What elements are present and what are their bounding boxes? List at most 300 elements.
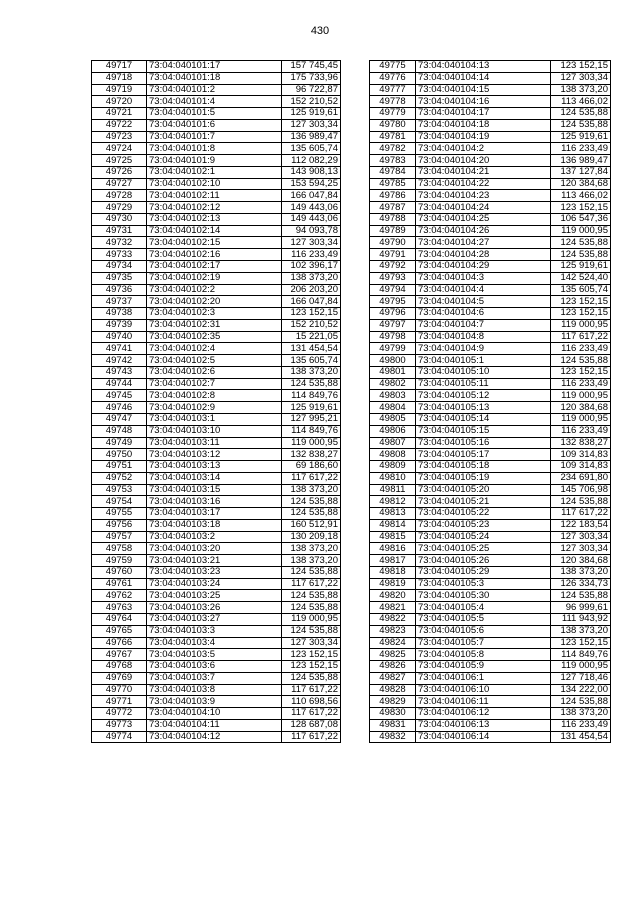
table-row (92, 672, 341, 684)
table-row (370, 190, 611, 202)
table-row (92, 496, 341, 508)
table-row (92, 213, 341, 225)
row-number-cell: 49805 (370, 413, 416, 425)
value-cell: 138 373,20 (282, 366, 341, 378)
value-cell: 117 617,22 (282, 684, 341, 696)
value-cell: 116 233,49 (551, 425, 611, 437)
value-cell: 119 000,95 (551, 413, 611, 425)
row-number-cell: 49790 (370, 237, 416, 249)
value-cell: 125 919,61 (551, 131, 611, 143)
cadastral-number-cell: 73:04:040104:16 (416, 96, 551, 108)
cadastral-number-cell: 73:04:040103:18 (147, 519, 282, 531)
row-number-cell: 49772 (92, 708, 147, 720)
value-cell: 117 617,22 (282, 578, 341, 590)
table-row (370, 719, 611, 731)
row-number-cell: 49720 (92, 96, 147, 108)
cadastral-number-cell: 73:04:040101:2 (147, 84, 282, 96)
value-cell: 124 535,88 (282, 378, 341, 390)
row-number-cell: 49825 (370, 649, 416, 661)
table-row (92, 472, 341, 484)
row-number-cell: 49788 (370, 213, 416, 225)
row-number-cell: 49724 (92, 143, 147, 155)
cadastral-number-cell: 73:04:040106:13 (416, 719, 551, 731)
value-cell: 127 718,46 (551, 672, 611, 684)
value-cell: 114 849,76 (551, 649, 611, 661)
value-cell: 136 989,47 (551, 155, 611, 167)
cadastral-number-cell: 73:04:040103:1 (147, 413, 282, 425)
value-cell: 125 919,61 (282, 402, 341, 414)
table-row (370, 437, 611, 449)
cadastral-number-cell: 73:04:040102:4 (147, 343, 282, 355)
value-cell: 123 152,15 (551, 308, 611, 320)
cadastral-number-cell: 73:04:040105:13 (416, 402, 551, 414)
table-row (370, 684, 611, 696)
value-cell: 160 512,91 (282, 519, 341, 531)
cadastral-number-cell: 73:04:040104:18 (416, 119, 551, 131)
row-number-cell: 49718 (92, 72, 147, 84)
row-number-cell: 49799 (370, 343, 416, 355)
cadastral-number-cell: 73:04:040105:26 (416, 555, 551, 567)
table-row (370, 708, 611, 720)
table-row (370, 72, 611, 84)
row-number-cell: 49754 (92, 496, 147, 508)
cadastral-number-cell: 73:04:040104:24 (416, 202, 551, 214)
cadastral-number-cell: 73:04:040103:7 (147, 672, 282, 684)
row-number-cell: 49817 (370, 555, 416, 567)
table-row (370, 672, 611, 684)
cadastral-number-cell: 73:04:040101:17 (147, 61, 282, 73)
cadastral-number-cell: 73:04:040105:12 (416, 390, 551, 402)
table-row (370, 119, 611, 131)
value-cell: 128 687,08 (282, 719, 341, 731)
cadastral-number-cell: 73:04:040106:1 (416, 672, 551, 684)
table-row (92, 131, 341, 143)
row-number-cell: 49764 (92, 613, 147, 625)
row-number-cell: 49804 (370, 402, 416, 414)
row-number-cell: 49725 (92, 155, 147, 167)
cadastral-number-cell: 73:04:040104:23 (416, 190, 551, 202)
table-row (92, 661, 341, 673)
value-cell: 119 000,95 (551, 225, 611, 237)
cadastral-number-cell: 73:04:040103:24 (147, 578, 282, 590)
table-row (92, 284, 341, 296)
row-number-cell: 49777 (370, 84, 416, 96)
table-row (92, 143, 341, 155)
cadastral-number-cell: 73:04:040101:6 (147, 119, 282, 131)
cadastral-number-cell: 73:04:040105:29 (416, 566, 551, 578)
table-row (92, 249, 341, 261)
table-row (370, 178, 611, 190)
value-cell: 131 454,54 (282, 343, 341, 355)
table-row (370, 343, 611, 355)
value-cell: 206 203,20 (282, 284, 341, 296)
table-row (92, 437, 341, 449)
row-number-cell: 49789 (370, 225, 416, 237)
row-number-cell: 49800 (370, 355, 416, 367)
value-cell: 166 047,84 (282, 190, 341, 202)
value-cell: 112 082,29 (282, 155, 341, 167)
value-cell: 127 303,34 (551, 543, 611, 555)
table-row (92, 719, 341, 731)
cadastral-number-cell: 73:04:040106:10 (416, 684, 551, 696)
row-number-cell: 49732 (92, 237, 147, 249)
table-row (370, 637, 611, 649)
table-row (92, 555, 341, 567)
table-row (92, 696, 341, 708)
table-row (370, 449, 611, 461)
table-row (370, 519, 611, 531)
value-cell: 122 183,54 (551, 519, 611, 531)
cadastral-number-cell: 73:04:040103:13 (147, 461, 282, 473)
value-cell: 119 000,95 (551, 319, 611, 331)
cadastral-number-cell: 73:04:040105:9 (416, 661, 551, 673)
cadastral-number-cell: 73:04:040102:13 (147, 213, 282, 225)
value-cell: 136 989,47 (282, 131, 341, 143)
cadastral-number-cell: 73:04:040105:22 (416, 508, 551, 520)
cadastral-number-cell: 73:04:040105:7 (416, 637, 551, 649)
row-number-cell: 49809 (370, 461, 416, 473)
cadastral-number-cell: 73:04:040102:31 (147, 319, 282, 331)
table-row (370, 202, 611, 214)
value-cell: 126 334,73 (551, 578, 611, 590)
cadastral-number-cell: 73:04:040104:17 (416, 108, 551, 120)
cadastral-number-cell: 73:04:040104:2 (416, 143, 551, 155)
value-cell: 116 233,49 (551, 719, 611, 731)
row-number-cell: 49734 (92, 261, 147, 273)
value-cell: 132 838,27 (282, 449, 341, 461)
row-number-cell: 49729 (92, 202, 147, 214)
cadastral-number-cell: 73:04:040103:8 (147, 684, 282, 696)
row-number-cell: 49802 (370, 378, 416, 390)
table-row (92, 590, 341, 602)
table-row (370, 625, 611, 637)
row-number-cell: 49763 (92, 602, 147, 614)
cadastral-number-cell: 73:04:040105:14 (416, 413, 551, 425)
cadastral-number-cell: 73:04:040102:9 (147, 402, 282, 414)
row-number-cell: 49828 (370, 684, 416, 696)
cadastral-number-cell: 73:04:040103:14 (147, 472, 282, 484)
row-number-cell: 49738 (92, 308, 147, 320)
value-cell: 138 373,20 (282, 543, 341, 555)
table-row (370, 472, 611, 484)
cadastral-number-cell: 73:04:040101:8 (147, 143, 282, 155)
value-cell: 125 919,61 (551, 261, 611, 273)
value-cell: 145 706,98 (551, 484, 611, 496)
table-row (370, 166, 611, 178)
value-cell: 110 698,56 (282, 696, 341, 708)
cadastral-number-cell: 73:04:040103:5 (147, 649, 282, 661)
table-row (92, 543, 341, 555)
cadastral-number-cell: 73:04:040104:8 (416, 331, 551, 343)
cadastral-number-cell: 73:04:040103:12 (147, 449, 282, 461)
row-number-cell: 49757 (92, 531, 147, 543)
value-cell: 138 373,20 (282, 272, 341, 284)
value-cell: 127 303,34 (282, 637, 341, 649)
row-number-cell: 49748 (92, 425, 147, 437)
value-cell: 109 314,83 (551, 461, 611, 473)
value-cell: 234 691,80 (551, 472, 611, 484)
row-number-cell: 49778 (370, 96, 416, 108)
table-row (370, 461, 611, 473)
row-number-cell: 49765 (92, 625, 147, 637)
table-row (370, 566, 611, 578)
cadastral-number-cell: 73:04:040103:27 (147, 613, 282, 625)
value-cell: 124 535,88 (282, 566, 341, 578)
row-number-cell: 49730 (92, 213, 147, 225)
value-cell: 102 396,17 (282, 261, 341, 273)
value-cell: 120 384,68 (551, 555, 611, 567)
cadastral-number-cell: 73:04:040105:10 (416, 366, 551, 378)
value-cell: 120 384,68 (551, 402, 611, 414)
value-cell: 117 617,22 (551, 331, 611, 343)
cadastral-number-cell: 73:04:040105:19 (416, 472, 551, 484)
value-cell: 137 127,84 (551, 166, 611, 178)
cadastral-number-cell: 73:04:040105:18 (416, 461, 551, 473)
cadastral-number-cell: 73:04:040101:9 (147, 155, 282, 167)
row-number-cell: 49752 (92, 472, 147, 484)
table-row (370, 308, 611, 320)
table-row (92, 343, 341, 355)
value-cell: 124 535,88 (551, 237, 611, 249)
cadastral-number-cell: 73:04:040104:15 (416, 84, 551, 96)
value-cell: 124 535,88 (282, 672, 341, 684)
value-cell: 116 233,49 (551, 143, 611, 155)
cadastral-number-cell: 73:04:040101:5 (147, 108, 282, 120)
table-row (370, 390, 611, 402)
cadastral-number-cell: 73:04:040104:5 (416, 296, 551, 308)
row-number-cell: 49766 (92, 637, 147, 649)
table-row (370, 378, 611, 390)
row-number-cell: 49785 (370, 178, 416, 190)
cadastral-number-cell: 73:04:040105:1 (416, 355, 551, 367)
value-cell: 123 152,15 (282, 661, 341, 673)
value-cell: 149 443,06 (282, 202, 341, 214)
row-number-cell: 49819 (370, 578, 416, 590)
table-row (370, 108, 611, 120)
table-row (370, 425, 611, 437)
value-cell: 134 222,00 (551, 684, 611, 696)
value-cell: 15 221,05 (282, 331, 341, 343)
value-cell: 123 152,15 (551, 637, 611, 649)
table-row (92, 272, 341, 284)
row-number-cell: 49831 (370, 719, 416, 731)
table-row (92, 261, 341, 273)
cadastral-number-cell: 73:04:040102:5 (147, 355, 282, 367)
value-cell: 127 303,34 (551, 72, 611, 84)
row-number-cell: 49759 (92, 555, 147, 567)
value-cell: 123 152,15 (282, 649, 341, 661)
value-cell: 111 943,92 (551, 613, 611, 625)
cadastral-number-cell: 73:04:040101:4 (147, 96, 282, 108)
value-cell: 124 535,88 (551, 496, 611, 508)
cadastral-number-cell: 73:04:040102:1 (147, 166, 282, 178)
value-cell: 119 000,95 (551, 661, 611, 673)
value-cell: 113 466,02 (551, 190, 611, 202)
cadastral-number-cell: 73:04:040102:17 (147, 261, 282, 273)
cadastral-number-cell: 73:04:040103:26 (147, 602, 282, 614)
value-cell: 113 466,02 (551, 96, 611, 108)
row-number-cell: 49755 (92, 508, 147, 520)
row-number-cell: 49813 (370, 508, 416, 520)
table-row (92, 402, 341, 414)
cadastral-number-cell: 73:04:040104:21 (416, 166, 551, 178)
table-row (370, 213, 611, 225)
value-cell: 143 908,13 (282, 166, 341, 178)
cadastral-number-cell: 73:04:040102:35 (147, 331, 282, 343)
value-cell: 135 605,74 (282, 143, 341, 155)
row-number-cell: 49742 (92, 355, 147, 367)
row-number-cell: 49812 (370, 496, 416, 508)
cadastral-number-cell: 73:04:040104:13 (416, 61, 551, 73)
value-cell: 135 605,74 (282, 355, 341, 367)
value-cell: 138 373,20 (551, 708, 611, 720)
cadastral-number-cell: 73:04:040102:8 (147, 390, 282, 402)
value-cell: 125 919,61 (282, 108, 341, 120)
value-cell: 123 152,15 (551, 366, 611, 378)
cadastral-number-cell: 73:04:040104:4 (416, 284, 551, 296)
table-row (92, 461, 341, 473)
cadastral-number-cell: 73:04:040104:9 (416, 343, 551, 355)
table-row (370, 96, 611, 108)
table-row (92, 237, 341, 249)
value-cell: 119 000,95 (282, 613, 341, 625)
cadastral-number-cell: 73:04:040104:22 (416, 178, 551, 190)
row-number-cell: 49769 (92, 672, 147, 684)
cadastral-number-cell: 73:04:040105:17 (416, 449, 551, 461)
value-cell: 127 303,34 (282, 119, 341, 131)
value-cell: 123 152,15 (551, 61, 611, 73)
cadastral-number-cell: 73:04:040103:2 (147, 531, 282, 543)
value-cell: 69 186,60 (282, 461, 341, 473)
table-row (370, 555, 611, 567)
cadastral-number-cell: 73:04:040103:11 (147, 437, 282, 449)
table-row (92, 508, 341, 520)
value-cell: 119 000,95 (551, 390, 611, 402)
value-cell: 124 535,88 (282, 496, 341, 508)
cadastral-number-cell: 73:04:040104:11 (147, 719, 282, 731)
table-row (92, 119, 341, 131)
value-cell: 153 594,25 (282, 178, 341, 190)
cadastral-number-cell: 73:04:040103:20 (147, 543, 282, 555)
cadastral-number-cell: 73:04:040102:15 (147, 237, 282, 249)
cadastral-number-cell: 73:04:040104:20 (416, 155, 551, 167)
cadastral-number-cell: 73:04:040103:23 (147, 566, 282, 578)
value-cell: 116 233,49 (551, 378, 611, 390)
table-row (370, 543, 611, 555)
row-number-cell: 49776 (370, 72, 416, 84)
row-number-cell: 49815 (370, 531, 416, 543)
table-row (92, 166, 341, 178)
cadastral-number-cell: 73:04:040102:12 (147, 202, 282, 214)
table-row (92, 96, 341, 108)
row-number-cell: 49722 (92, 119, 147, 131)
cadastral-number-cell: 73:04:040102:20 (147, 296, 282, 308)
row-number-cell: 49735 (92, 272, 147, 284)
table-row (92, 72, 341, 84)
row-number-cell: 49797 (370, 319, 416, 331)
cadastral-number-cell: 73:04:040105:21 (416, 496, 551, 508)
table-row (370, 484, 611, 496)
cadastral-number-cell: 73:04:040101:18 (147, 72, 282, 84)
value-cell: 152 210,52 (282, 319, 341, 331)
table-row (92, 190, 341, 202)
value-cell: 109 314,83 (551, 449, 611, 461)
row-number-cell: 49737 (92, 296, 147, 308)
cadastral-number-cell: 73:04:040102:10 (147, 178, 282, 190)
value-cell: 135 605,74 (551, 284, 611, 296)
cadastral-number-cell: 73:04:040105:11 (416, 378, 551, 390)
row-number-cell: 49806 (370, 425, 416, 437)
table-row (92, 684, 341, 696)
table-row (370, 237, 611, 249)
row-number-cell: 49739 (92, 319, 147, 331)
table-row (92, 449, 341, 461)
table-row (92, 61, 341, 73)
table-row (370, 296, 611, 308)
table-row (92, 602, 341, 614)
table-row (92, 178, 341, 190)
row-number-cell: 49761 (92, 578, 147, 590)
value-cell: 157 745,45 (282, 61, 341, 73)
table-row (92, 731, 341, 743)
row-number-cell: 49787 (370, 202, 416, 214)
row-number-cell: 49782 (370, 143, 416, 155)
value-cell: 149 443,06 (282, 213, 341, 225)
table-row (370, 508, 611, 520)
table-row (92, 708, 341, 720)
row-number-cell: 49745 (92, 390, 147, 402)
value-cell: 96 722,87 (282, 84, 341, 96)
table-row (370, 578, 611, 590)
value-cell: 124 535,88 (282, 508, 341, 520)
cadastral-number-cell: 73:04:040105:30 (416, 590, 551, 602)
row-number-cell: 49774 (92, 731, 147, 743)
row-number-cell: 49795 (370, 296, 416, 308)
value-cell: 117 617,22 (282, 731, 341, 743)
cadastral-number-cell: 73:04:040103:10 (147, 425, 282, 437)
row-number-cell: 49749 (92, 437, 147, 449)
row-number-cell: 49770 (92, 684, 147, 696)
table-row (370, 649, 611, 661)
row-number-cell: 49751 (92, 461, 147, 473)
row-number-cell: 49816 (370, 543, 416, 555)
cadastral-number-cell: 73:04:040103:17 (147, 508, 282, 520)
table-row (92, 413, 341, 425)
row-number-cell: 49796 (370, 308, 416, 320)
row-number-cell: 49753 (92, 484, 147, 496)
table-row (92, 331, 341, 343)
cadastral-number-cell: 73:04:040106:11 (416, 696, 551, 708)
table-row (370, 225, 611, 237)
table-row (92, 225, 341, 237)
page-number: 430 (310, 25, 330, 37)
table-row (92, 425, 341, 437)
table-row (370, 413, 611, 425)
table-row (370, 731, 611, 743)
table-row (370, 319, 611, 331)
value-cell: 130 209,18 (282, 531, 341, 543)
row-number-cell: 49721 (92, 108, 147, 120)
value-cell: 94 093,78 (282, 225, 341, 237)
row-number-cell: 49758 (92, 543, 147, 555)
row-number-cell: 49807 (370, 437, 416, 449)
row-number-cell: 49792 (370, 261, 416, 273)
row-number-cell: 49793 (370, 272, 416, 284)
cadastral-number-cell: 73:04:040103:21 (147, 555, 282, 567)
row-number-cell: 49740 (92, 331, 147, 343)
table-row (370, 602, 611, 614)
value-cell: 124 535,88 (551, 119, 611, 131)
